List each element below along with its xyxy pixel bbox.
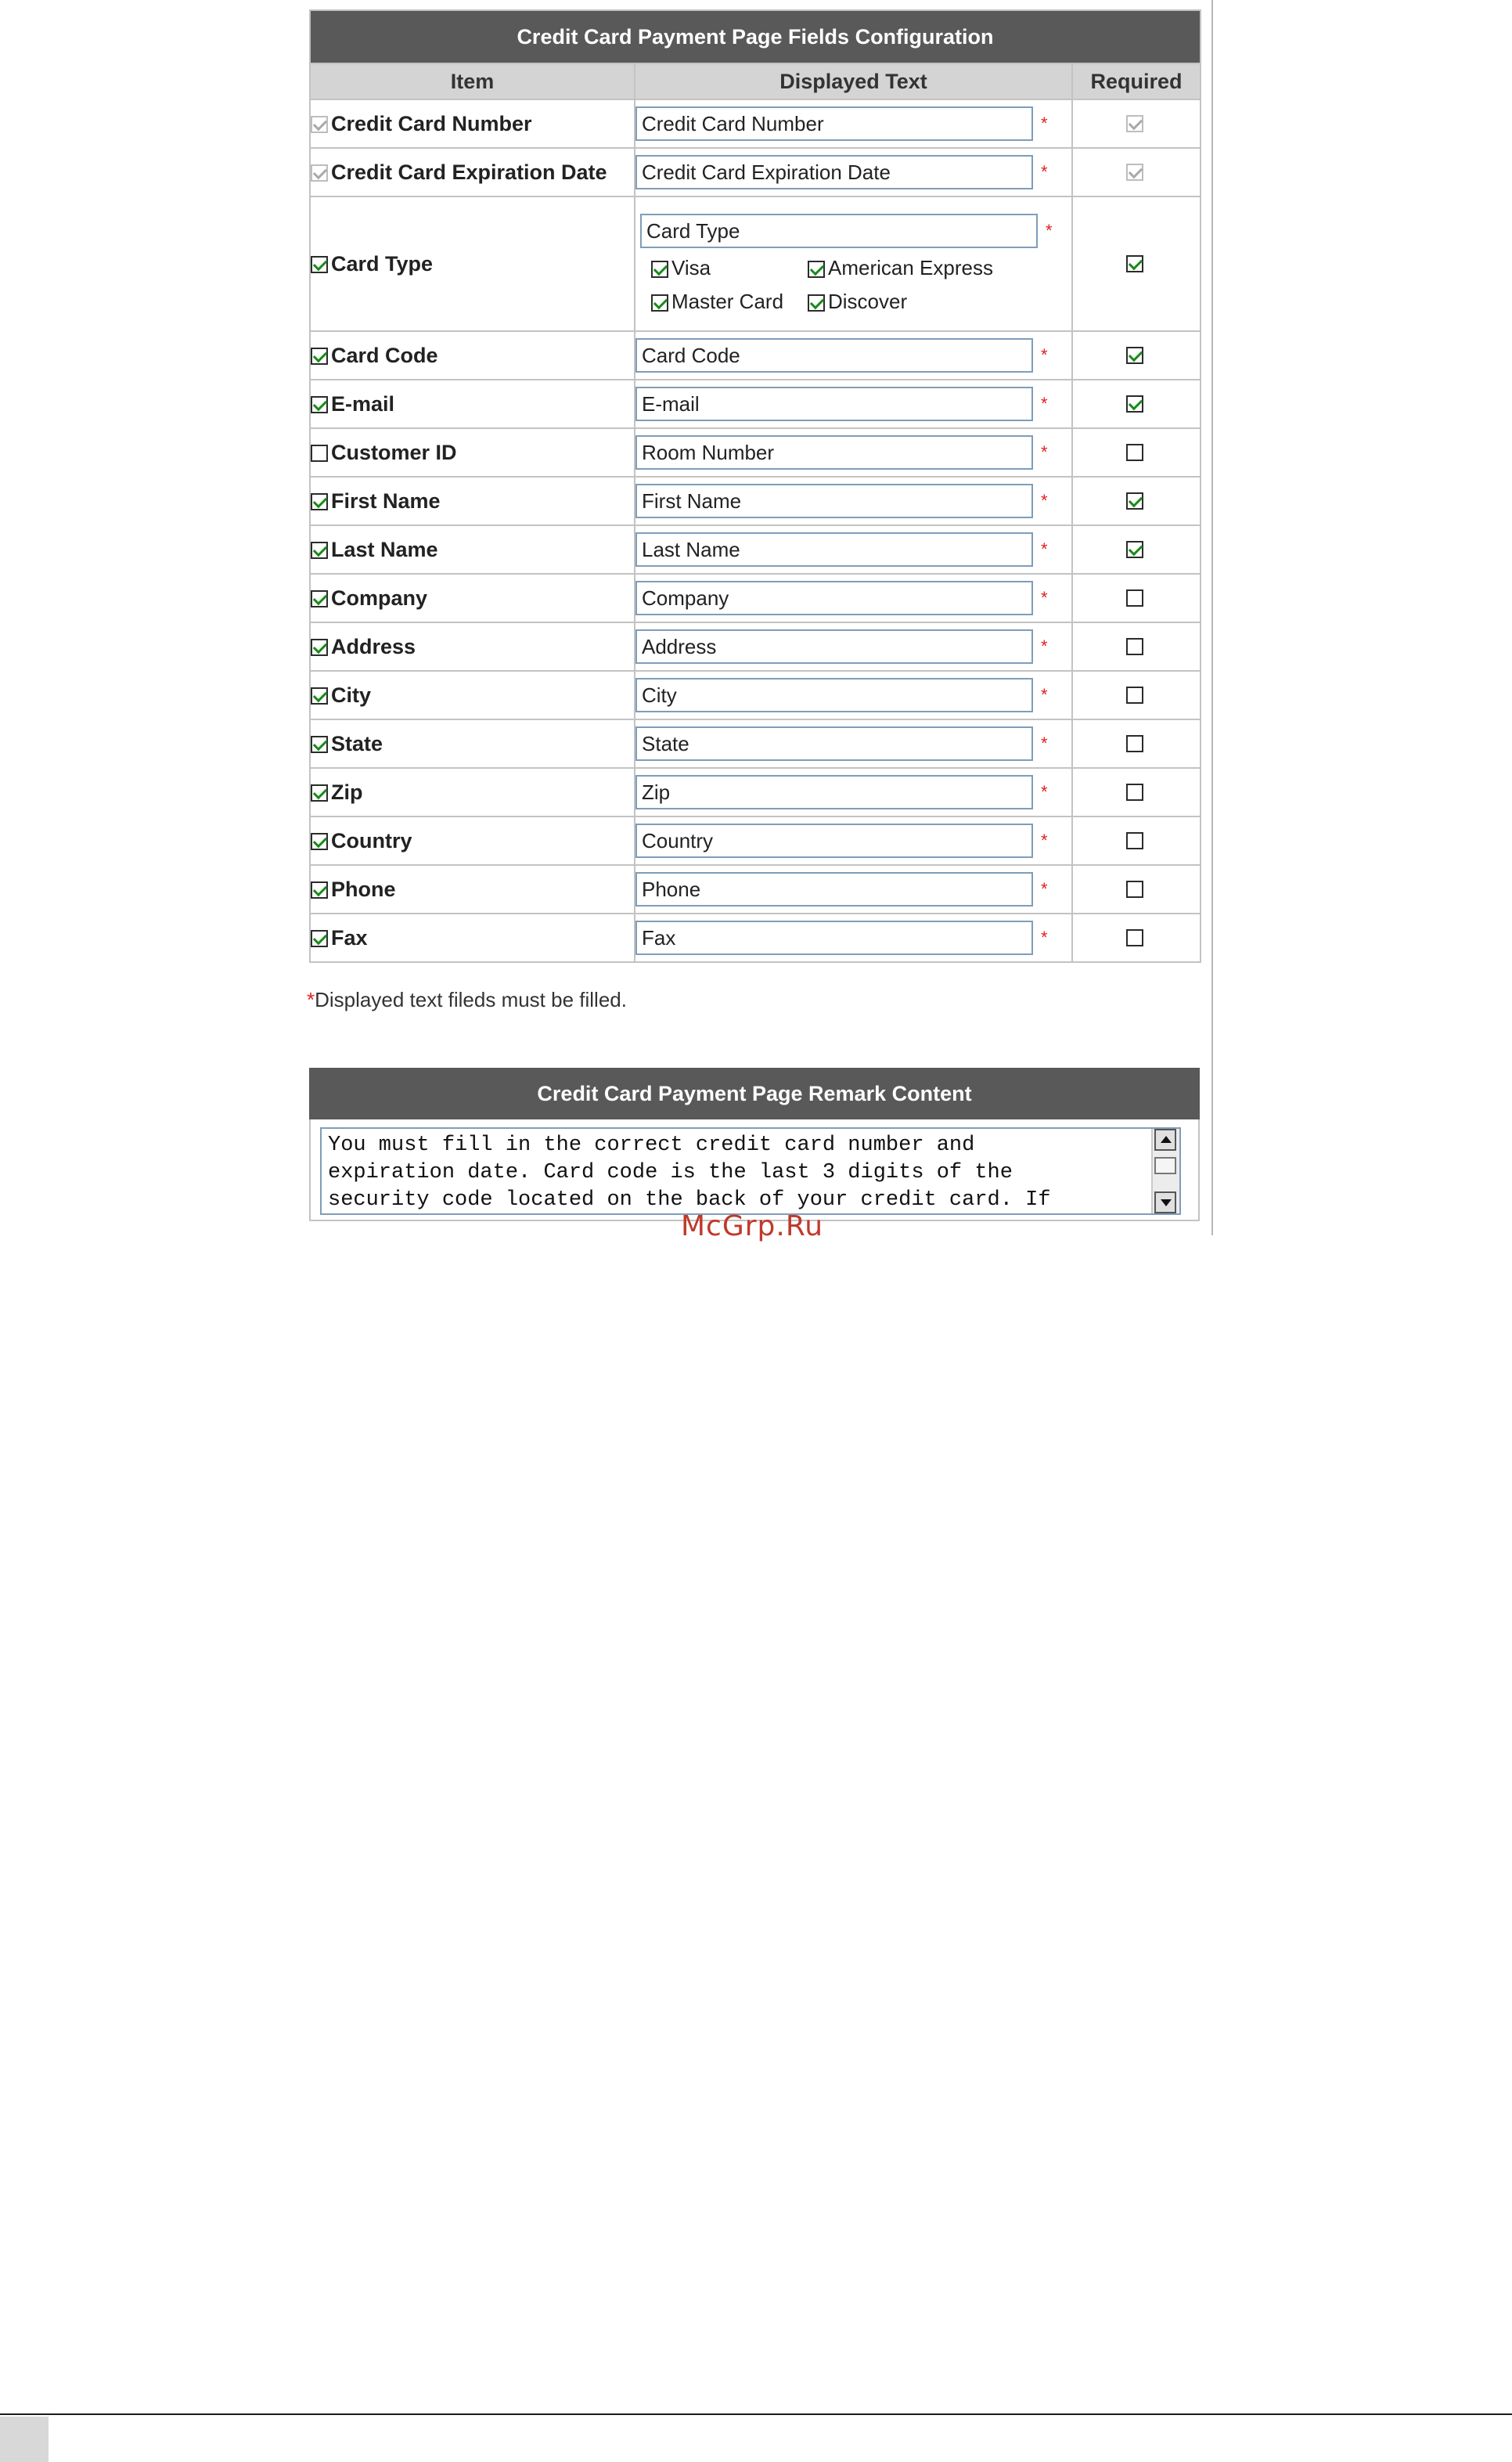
- enable-checkbox[interactable]: [311, 493, 328, 510]
- enable-checkbox[interactable]: [311, 396, 328, 413]
- item-cell: [310, 99, 635, 148]
- required-checkbox[interactable]: [1126, 444, 1143, 461]
- displayed-text-cell: [635, 331, 1072, 380]
- config-row-city: [310, 671, 1201, 719]
- remark-title: Credit Card Payment Page Remark Content: [309, 1068, 1200, 1119]
- required-marker: *: [1041, 879, 1048, 899]
- required-marker: *: [1041, 831, 1048, 850]
- required-checkbox[interactable]: [1126, 541, 1143, 558]
- item-label: State: [331, 731, 383, 755]
- required-cell: [1072, 380, 1201, 428]
- required-cell: [1072, 331, 1201, 380]
- enable-checkbox: [311, 116, 328, 133]
- card-type-option-visa[interactable]: [651, 256, 808, 280]
- required-cell: [1072, 148, 1201, 196]
- config-row-state: [310, 719, 1201, 768]
- required-marker: *: [1041, 685, 1048, 705]
- config-row-first-name: [310, 477, 1201, 525]
- config-row-credit-card-expiration-date: [310, 148, 1201, 196]
- card-type-option-american-express[interactable]: [808, 256, 1003, 280]
- displayed-text-cell: [635, 574, 1072, 622]
- item-cell: [310, 428, 635, 477]
- item-cell: [310, 816, 635, 865]
- item-cell: [310, 574, 635, 622]
- required-checkbox[interactable]: [1126, 687, 1143, 704]
- column-header-required: Required: [1072, 63, 1201, 99]
- item-label: City: [331, 683, 372, 707]
- enable-checkbox[interactable]: [311, 256, 328, 273]
- displayed-text-input[interactable]: Company: [635, 581, 1033, 615]
- required-checkbox[interactable]: [1126, 589, 1143, 607]
- item-cell: [310, 671, 635, 719]
- required-marker: *: [1041, 162, 1048, 182]
- required-cell: [1072, 196, 1201, 331]
- card-type-checkbox[interactable]: [808, 261, 825, 278]
- displayed-text-input[interactable]: Zip: [635, 775, 1033, 809]
- required-checkbox[interactable]: [1126, 492, 1143, 510]
- displayed-text-cell: [635, 768, 1072, 816]
- item-label: Card Type: [331, 251, 434, 276]
- footer-page-marker: [0, 2417, 49, 2462]
- item-cell: [310, 196, 635, 331]
- remark-panel: [309, 1068, 1200, 1221]
- fields-config-table: [309, 9, 1201, 963]
- card-type-checkbox[interactable]: [651, 294, 668, 312]
- config-row-card-type: [310, 196, 1201, 331]
- item-label: Credit Card Expiration Date: [331, 160, 607, 184]
- enable-checkbox[interactable]: [311, 687, 328, 705]
- enable-checkbox[interactable]: [311, 881, 328, 899]
- displayed-text-cell: [635, 380, 1072, 428]
- card-type-label: Visa: [671, 256, 711, 279]
- required-checkbox[interactable]: [1126, 832, 1143, 849]
- card-type-label: American Express: [828, 256, 993, 279]
- config-row-e-mail: [310, 380, 1201, 428]
- enable-checkbox[interactable]: [311, 833, 328, 850]
- item-cell: [310, 622, 635, 671]
- required-marker: *: [1041, 491, 1048, 510]
- item-label: E-mail: [331, 391, 395, 416]
- required-cell: [1072, 428, 1201, 477]
- displayed-text-input[interactable]: First Name: [635, 484, 1033, 518]
- item-cell: [310, 719, 635, 768]
- item-label: Card Code: [331, 343, 438, 367]
- required-cell: [1072, 671, 1201, 719]
- item-label: Credit Card Number: [331, 111, 532, 135]
- card-type-label: Master Card: [671, 290, 784, 313]
- enable-checkbox[interactable]: [311, 445, 328, 462]
- enable-checkbox[interactable]: [311, 348, 328, 365]
- required-cell: [1072, 768, 1201, 816]
- card-type-option-discover[interactable]: [808, 290, 1003, 314]
- required-note-text: Displayed text fileds must be filled.: [315, 988, 627, 1011]
- enable-checkbox[interactable]: [311, 930, 328, 947]
- config-row-company: [310, 574, 1201, 622]
- displayed-text-input[interactable]: Last Name: [635, 532, 1033, 567]
- item-cell: [310, 768, 635, 816]
- required-marker: *: [1041, 782, 1048, 802]
- config-row-fax: [310, 914, 1201, 962]
- required-marker: *: [1041, 588, 1048, 607]
- required-checkbox[interactable]: [1126, 395, 1143, 413]
- item-label: Country: [331, 828, 412, 853]
- displayed-text-input[interactable]: Credit Card Expiration Date: [635, 155, 1033, 189]
- required-marker: *: [1041, 539, 1048, 559]
- displayed-text-cell: [635, 671, 1072, 719]
- displayed-text-cell: [635, 622, 1072, 671]
- required-marker: *: [1041, 114, 1048, 133]
- required-checkbox[interactable]: [1126, 735, 1143, 752]
- displayed-text-input[interactable]: Credit Card Number: [635, 106, 1033, 141]
- required-marker: *: [1041, 394, 1048, 413]
- config-row-card-code: [310, 331, 1201, 380]
- column-header-displayed-text: Displayed Text: [635, 63, 1072, 99]
- item-cell: [310, 525, 635, 574]
- scroll-thumb[interactable]: [1154, 1157, 1176, 1174]
- item-label: Phone: [331, 877, 396, 901]
- required-cell: [1072, 99, 1201, 148]
- card-type-checkbox[interactable]: [651, 261, 668, 278]
- required-marker: *: [1046, 221, 1053, 240]
- item-cell: [310, 865, 635, 914]
- displayed-text-cell: [635, 816, 1072, 865]
- required-cell: [1072, 719, 1201, 768]
- required-checkbox[interactable]: [1126, 255, 1143, 272]
- card-type-label: Discover: [828, 290, 908, 313]
- item-cell: [310, 148, 635, 196]
- item-label: Address: [331, 634, 416, 658]
- column-header-item: Item: [310, 63, 635, 99]
- item-label: Last Name: [331, 537, 438, 561]
- displayed-text-cell: [635, 865, 1072, 914]
- required-checkbox[interactable]: [1126, 638, 1143, 655]
- displayed-text-input[interactable]: City: [635, 678, 1033, 712]
- displayed-text-input[interactable]: Country: [635, 824, 1033, 858]
- required-marker: *: [1041, 636, 1048, 656]
- required-cell: [1072, 574, 1201, 622]
- remark-scrollbar[interactable]: [1151, 1129, 1179, 1213]
- displayed-text-input[interactable]: Fax: [635, 921, 1033, 955]
- displayed-text-cell: [635, 196, 1072, 331]
- remark-textarea[interactable]: [320, 1127, 1181, 1215]
- required-checkbox[interactable]: [1126, 784, 1143, 801]
- displayed-text-cell: [635, 719, 1072, 768]
- config-row-credit-card-number: [310, 99, 1201, 148]
- displayed-text-input[interactable]: Room Number: [635, 435, 1033, 470]
- required-marker: *: [1041, 442, 1048, 462]
- enable-checkbox[interactable]: [311, 736, 328, 753]
- displayed-text-input[interactable]: Address: [635, 629, 1033, 664]
- item-label: Fax: [331, 925, 368, 950]
- item-cell: [310, 914, 635, 962]
- required-note: [307, 988, 627, 1012]
- config-row-customer-id: [310, 428, 1201, 477]
- required-marker: *: [1041, 345, 1048, 365]
- enable-checkbox[interactable]: [311, 542, 328, 559]
- displayed-text-input[interactable]: Card Code: [635, 338, 1033, 373]
- displayed-text-cell: [635, 99, 1072, 148]
- required-checkbox: [1126, 164, 1143, 181]
- required-checkbox[interactable]: [1126, 929, 1143, 946]
- required-cell: [1072, 477, 1201, 525]
- footer-divider: [0, 2413, 1512, 2415]
- scroll-up-arrow-icon[interactable]: [1154, 1129, 1176, 1151]
- displayed-text-cell: [635, 914, 1072, 962]
- displayed-text-cell: [635, 477, 1072, 525]
- item-cell: [310, 331, 635, 380]
- config-table-title: Credit Card Payment Page Fields Configuration: [310, 10, 1201, 63]
- displayed-text-cell: [635, 428, 1072, 477]
- enable-checkbox[interactable]: [311, 590, 328, 607]
- required-cell: [1072, 622, 1201, 671]
- item-cell: [310, 477, 635, 525]
- displayed-text-cell: [635, 148, 1072, 196]
- required-cell: [1072, 865, 1201, 914]
- required-cell: [1072, 914, 1201, 962]
- item-label: First Name: [331, 488, 441, 513]
- displayed-text-input[interactable]: E-mail: [635, 387, 1033, 421]
- config-row-phone: [310, 865, 1201, 914]
- config-table-body: [310, 99, 1201, 962]
- watermark: McGrp.Ru: [681, 1210, 824, 1242]
- card-type-option-master-card[interactable]: [651, 290, 808, 314]
- displayed-text-input[interactable]: State: [635, 726, 1033, 761]
- enable-checkbox[interactable]: [311, 784, 328, 802]
- required-note-marker: *: [307, 988, 315, 1011]
- card-type-checkbox[interactable]: [808, 294, 825, 312]
- required-marker: *: [1041, 928, 1048, 947]
- required-cell: [1072, 816, 1201, 865]
- required-checkbox: [1126, 115, 1143, 132]
- enable-checkbox[interactable]: [311, 639, 328, 656]
- remark-text: You must fill in the correct credit card number and expiration date. Card code is the last 3 digits of the security code located on the back of your credit card. If: [328, 1134, 1051, 1212]
- required-checkbox[interactable]: [1126, 881, 1143, 898]
- config-row-address: [310, 622, 1201, 671]
- displayed-text-input[interactable]: Phone: [635, 872, 1033, 907]
- item-cell: [310, 380, 635, 428]
- displayed-text-input[interactable]: Card Type: [640, 214, 1038, 248]
- item-label: Customer ID: [331, 440, 457, 464]
- required-cell: [1072, 525, 1201, 574]
- config-row-last-name: [310, 525, 1201, 574]
- displayed-text-cell: [635, 525, 1072, 574]
- item-label: Company: [331, 586, 428, 610]
- required-marker: *: [1041, 734, 1048, 753]
- enable-checkbox: [311, 164, 328, 182]
- scroll-down-arrow-icon[interactable]: [1154, 1191, 1176, 1213]
- card-type-options: [651, 256, 1071, 314]
- config-row-zip: [310, 768, 1201, 816]
- remark-body: [309, 1119, 1200, 1221]
- required-checkbox[interactable]: [1126, 347, 1143, 364]
- config-row-country: [310, 816, 1201, 865]
- item-label: Zip: [331, 780, 363, 804]
